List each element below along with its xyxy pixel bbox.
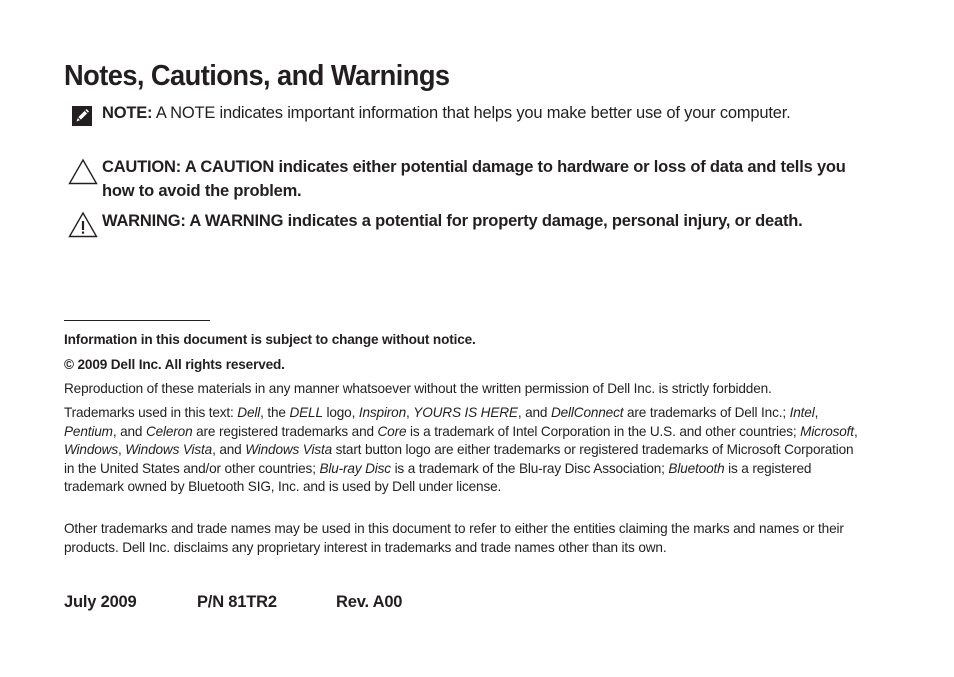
- trademark-windows-vista-logo: Windows Vista: [245, 442, 333, 457]
- trademark-dell: Dell: [237, 405, 261, 420]
- trademark-text: is a trademark of the Blu-ray Disc Association;: [390, 460, 669, 476]
- other-trademarks: Other trademarks and trade names may be used in this document to refer to either the entities claiming the marks and names or their products. Dell Inc. disclaims any proprietary interest in trademarks and trade names other than its own.: [64, 521, 844, 555]
- trademark-text: , and: [517, 405, 551, 420]
- trademark-pentium: Pentium: [64, 423, 113, 439]
- trademark-text: , the: [260, 405, 290, 420]
- trademark-text: , and: [212, 442, 246, 457]
- divider: [64, 320, 210, 321]
- trademark-text: are registered trademarks and: [192, 423, 378, 439]
- trademark-dellconnect: DellConnect: [550, 405, 624, 420]
- note-pencil-icon: [70, 104, 98, 130]
- footer-part-number: P/N 81TR2: [197, 593, 277, 611]
- trademark-core: Core: [377, 423, 407, 439]
- trademark-text: is a registered trademark owned by Bluetooth SIG, Inc. and is used by Dell under license.: [64, 460, 812, 494]
- note-body: A NOTE indicates important information that helps you make better use of your computer.: [152, 104, 791, 122]
- trademark-bluetooth: Bluetooth: [668, 460, 725, 476]
- note-label: NOTE:: [102, 104, 153, 122]
- trademark-dell-logo: DELL: [289, 405, 323, 420]
- change-notice: Information in this document is subject to change without notice.: [64, 332, 476, 347]
- trademark-bluray: Blu-ray Disc: [319, 460, 391, 476]
- trademark-text: ,: [853, 423, 858, 439]
- trademark-text: is a trademark of Intel Corporation in the U.S. and other countries;: [406, 423, 801, 439]
- trademark-text: ,: [117, 442, 126, 457]
- trademark-text: logo,: [322, 405, 359, 420]
- page-title: Notes, Cautions, and Warnings: [64, 60, 450, 92]
- caution-triangle-icon: [68, 158, 96, 184]
- warning-triangle-icon: [68, 211, 96, 237]
- trademark-windows-vista: Windows Vista: [125, 442, 213, 457]
- reproduction-notice: Reproduction of these materials in any manner whatsoever without the written permission of Dell Inc. is strictly forbidden.: [64, 381, 772, 396]
- trademarks-paragraph: [64, 404, 859, 497]
- trademark-yours-is-here: YOURS IS HERE: [413, 405, 518, 420]
- trademark-text: ,: [406, 405, 414, 420]
- trademark-text: are trademarks of Dell Inc.;: [623, 405, 790, 420]
- trademark-text: Trademarks used in this text:: [64, 405, 238, 420]
- copyright: © 2009 Dell Inc. All rights reserved.: [64, 357, 285, 372]
- warning-text: WARNING: A WARNING indicates a potential for property damage, personal injury, or death.: [102, 212, 803, 230]
- trademark-windows: Windows: [64, 442, 118, 457]
- trademark-text: start button logo are either trademarks or registered trademarks of Microsoft Corporation in the United States and/or other countries;: [64, 442, 854, 476]
- caution-text: CAUTION: A CAUTION indicates either potential damage to hardware or loss of data and tells you how to avoid the problem.: [102, 158, 846, 200]
- trademark-celeron: Celeron: [145, 423, 193, 439]
- footer-revision: Rev. A00: [336, 593, 403, 611]
- trademark-text: ,: [814, 405, 819, 420]
- trademark-text: , and: [112, 423, 146, 439]
- trademark-microsoft: Microsoft: [800, 423, 854, 439]
- note-text: [102, 102, 802, 126]
- trademark-inspiron: Inspiron: [358, 405, 407, 420]
- trademark-intel: Intel: [789, 405, 815, 420]
- footer-date: July 2009: [64, 593, 137, 611]
